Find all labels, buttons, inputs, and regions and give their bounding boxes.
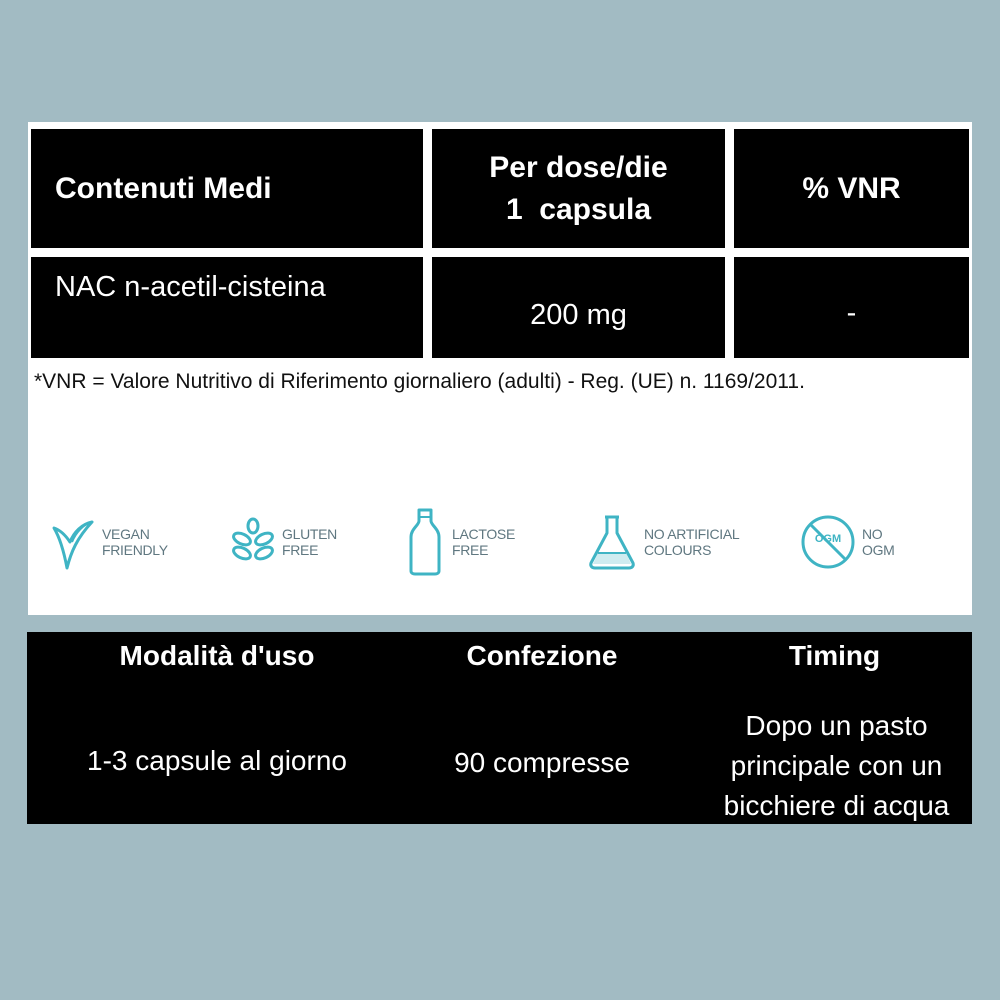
usage-header-confezione: Confezione <box>466 640 618 671</box>
badge-ogm-line1: NO <box>862 526 883 542</box>
badge-lactose-line2: FREE <box>452 542 489 558</box>
vnr-footnote: *VNR = Valore Nutritivo di Riferimento giornaliero (adulti) - Reg. (UE) n. 1169/2011. <box>34 370 805 393</box>
nutrition-card <box>28 122 972 615</box>
usage-timing-line1: Dopo un pasto <box>745 710 928 741</box>
usage-confezione-value: 90 compresse <box>454 747 630 778</box>
badge-gluten-line2: FREE <box>282 542 319 558</box>
flask-icon <box>586 513 638 571</box>
header-per-dose-line1: Per dose/die <box>489 150 668 184</box>
header-contenuti-medi: Contenuti Medi <box>31 129 423 248</box>
milk-bottle-icon <box>408 507 442 577</box>
badge-colours-line2: COLOURS <box>644 542 712 558</box>
header-vnr: % VNR <box>734 129 969 248</box>
usage-modalita-value: 1-3 capsule al giorno <box>87 745 347 776</box>
badge-vegan-line2: FRIENDLY <box>102 542 168 558</box>
badge-ogm-line2: OGM <box>862 542 895 558</box>
badge-colours-line1: NO ARTIFICIAL <box>644 526 740 542</box>
badge-no-artificial-colours <box>586 507 739 577</box>
nutrition-table <box>31 129 969 358</box>
leaf-v-icon <box>50 512 96 572</box>
ingredient-vnr: - <box>734 257 969 358</box>
badge-vegan <box>50 507 168 577</box>
usage-timing-line2: principale con un <box>730 750 943 781</box>
header-per-dose <box>432 129 725 248</box>
badge-gluten-line1: GLUTEN <box>282 526 337 542</box>
no-ogm-icon-text: OGM <box>814 533 842 545</box>
ingredient-dose: 200 mg <box>432 257 725 358</box>
wheat-icon <box>230 517 276 567</box>
usage-timing-line3: bicchiere di acqua <box>723 790 950 821</box>
usage-timing-value <box>699 706 974 826</box>
badge-vegan-line1: VEGAN <box>102 526 150 542</box>
usage-panel <box>27 632 972 824</box>
usage-header-modalita: Modalità d'uso <box>119 640 315 671</box>
usage-header-timing: Timing <box>788 640 881 671</box>
ingredient-name: NAC n-acetil-cisteina <box>31 257 423 358</box>
badge-lactose <box>408 507 515 577</box>
header-per-dose-line2: 1 capsula <box>505 192 652 226</box>
badge-no-ogm <box>800 507 895 577</box>
no-ogm-icon <box>800 514 856 570</box>
badge-gluten <box>230 507 337 577</box>
badge-lactose-line1: LACTOSE <box>452 526 515 542</box>
